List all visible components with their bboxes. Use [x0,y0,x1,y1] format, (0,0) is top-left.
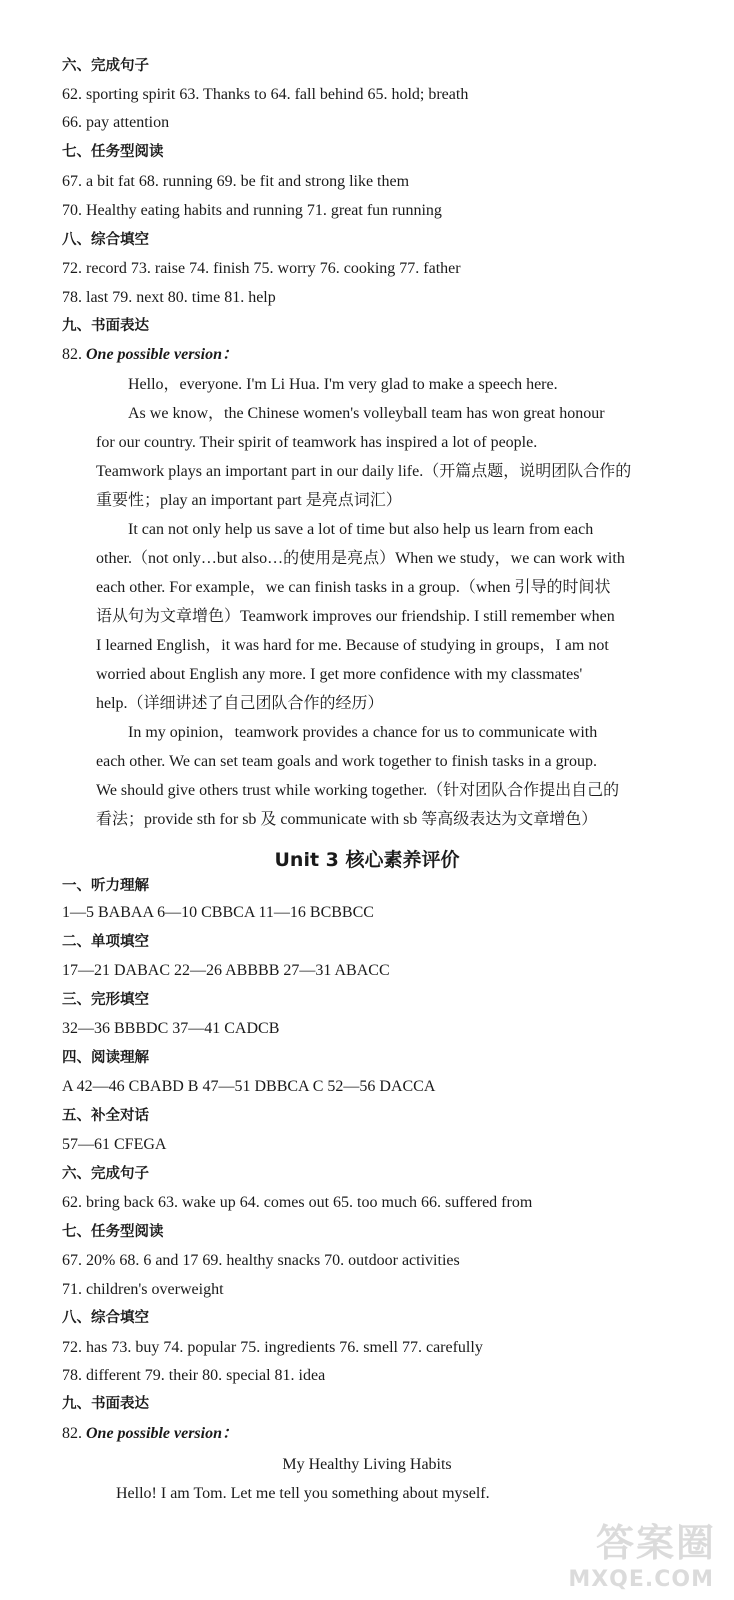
answer-line: 57—61 CFEGA [62,1136,167,1153]
answer-line: 72. record 73. raise 74. finish 75. worry 76. cooking 77. father [62,260,461,277]
essay-line: Teamwork plays an important part in our daily life.（开篇点题，说明团队合作的 [96,463,632,480]
answer-line: 72. has 73. buy 74. popular 75. ingredients 76. smell 77. carefully [62,1339,483,1356]
essay-line: help.（详细讲述了自己团队合作的经历） [96,695,384,712]
essay-line: Hello! I am Tom. Let me tell you something about myself. [116,1485,490,1502]
section-title: 三、完形填空 [62,992,149,1008]
essay-line: 看法；provide sth for sb 及 communicate with sb 等高级表达为文章增色） [96,811,598,828]
answer-line: 17—21 DABAC 22—26 ABBBB 27—31 ABACC [62,962,390,979]
essay-line: I learned English，it was hard for me. Because of studying in groups，I am not [96,637,609,654]
answer-line: 62. bring back 63. wake up 64. comes out 65. too much 66. suffered from [62,1194,533,1211]
section-title: 四、阅读理解 [62,1050,149,1066]
essay-line: We should give others trust while working together.（针对团队合作提出自己的 [96,782,620,799]
essay-line: for our country. Their spirit of teamwork has inspired a lot of people. [96,434,538,451]
section-title: 七、任务型阅读 [62,144,164,160]
answer-line: 66. pay attention [62,114,170,131]
answer-line: 78. different 79. their 80. special 81. idea [62,1367,326,1384]
essay-line: other.（not only…but also…的使用是亮点）When we study，we can work with [96,550,625,567]
essay-line: It can not only help us save a lot of time but also help us learn from each [128,521,594,538]
essay-label-line [62,1424,714,1444]
essay-line: 重要性；play an important part 是亮点词汇） [96,492,402,509]
version-label: One possible version： [86,346,239,363]
answer-line: 62. sporting spirit 63. Thanks to 64. fall behind 65. hold; breath [62,86,469,103]
answer-line: 32—36 BBBDC 37—41 CADCB [62,1020,280,1037]
section-title: 八、综合填空 [62,232,149,248]
answer-line: 70. Healthy eating habits and running 71. great fun running [62,202,442,219]
section-title: 二、单项填空 [62,934,149,950]
watermark-url: MXQE.COM [568,1567,714,1592]
essay-line: As we know，the Chinese women's volleyball team has won great honour [128,405,605,422]
answer-line: 71. children's overweight [62,1281,224,1298]
answer-line: A 42—46 CBABD B 47—51 DBBCA C 52—56 DACCA [62,1078,436,1095]
answer-line: 78. last 79. next 80. time 81. help [62,289,276,306]
section-title: 八、综合填空 [62,1310,149,1326]
section-title: 五、补全对话 [62,1108,149,1124]
question-number: 82. [62,1425,82,1442]
unit-title: Unit 3 核心素养评价 [274,849,460,871]
section-title: 六、完成句子 [62,1166,149,1182]
answer-line: 67. 20% 68. 6 and 17 69. healthy snacks 70. outdoor activities [62,1252,460,1269]
essay-title: My Healthy Living Habits [282,1456,452,1473]
question-number: 82. [62,346,82,363]
essay-label-line [62,345,714,365]
section-title: 九、书面表达 [62,318,149,334]
section-title: 九、书面表达 [62,1396,149,1412]
watermark-text: 答案圈 [595,1521,716,1565]
section-title: 七、任务型阅读 [62,1224,164,1240]
essay-line: worried about English any more. I get more confidence with my classmates' [96,666,583,683]
watermark-logo [534,1512,724,1592]
essay-line: In my opinion，teamwork provides a chance for us to communicate with [128,724,598,741]
section-title: 一、听力理解 [62,878,149,894]
essay-line: each other. For example，we can finish tasks in a group.（when 引导的时间状 [96,579,611,596]
essay-line: each other. We can set team goals and work together to finish tasks in a group. [96,753,597,770]
essay-line: 语从句为文章增色）Teamwork improves our friendship. I still remember when [96,608,615,625]
answer-line: 67. a bit fat 68. running 69. be fit and strong like them [62,173,410,190]
answer-line: 1—5 BABAA 6—10 CBBCA 11—16 BCBBCC [62,904,374,921]
essay-line: Hello，everyone. I'm Li Hua. I'm very glad to make a speech here. [128,376,558,393]
version-label: One possible version： [86,1425,239,1442]
section-title: 六、完成句子 [62,58,149,74]
